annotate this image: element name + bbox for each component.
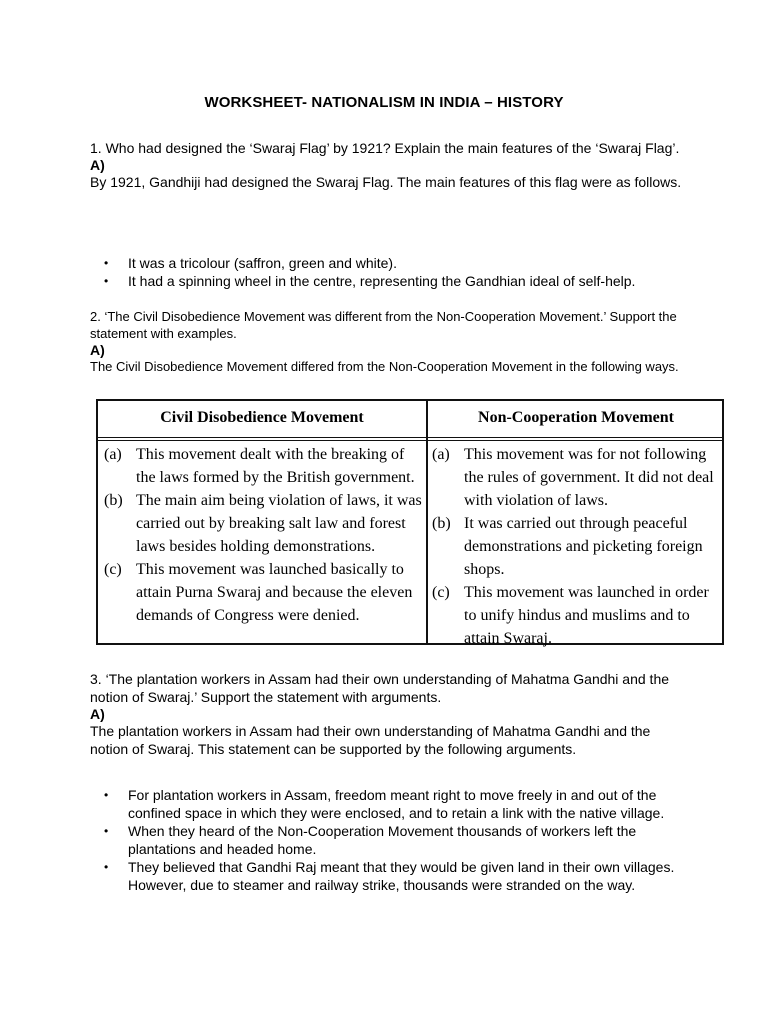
answer-1-label: A) <box>90 157 105 173</box>
list-item: • It was a tricolour (saffron, green and white). <box>90 254 690 272</box>
table-row <box>432 581 722 650</box>
question-3 <box>90 670 690 758</box>
item-marker: (c) <box>432 584 450 601</box>
list-item <box>90 858 690 894</box>
question-2 <box>90 308 690 375</box>
item-marker: (b) <box>104 492 123 509</box>
item-text: This movement dealt with the breaking of the laws formed by the British government. <box>136 446 415 486</box>
table-column-non-cooperation <box>432 443 722 650</box>
question-1-text: 1. Who had designed the ‘Swaraj Flag’ by 1921? Explain the main features of the ‘Swaraj Flag’. <box>90 140 680 156</box>
item-text: This movement was for not following the rules of government. It did not deal with violation of laws. <box>464 446 714 509</box>
table-row <box>104 489 422 558</box>
table-header-non-cooperation: Non-Cooperation Movement <box>478 409 674 426</box>
answer-1-text: By 1921, Gandhiji had designed the Swaraj Flag. The main features of this flag were as follows. <box>90 174 682 190</box>
list-item: • When they heard of the Non-Cooperation Movement thousands of workers left the plantations and headed home. <box>90 822 690 858</box>
table-row <box>432 512 722 581</box>
answer-2-label: A) <box>90 342 105 358</box>
table-column-civil-disobedience <box>104 443 422 627</box>
answer-2-text: The Civil Disobedience Movement differed from the Non-Cooperation Movement in the following ways. <box>90 359 679 374</box>
item-text: This movement was launched basically to attain Purna Swaraj and because the eleven demands of Congress were denied. <box>136 561 413 624</box>
list-item-continuation: However, due to steamer and railway strike, thousands were stranded on the way. <box>128 877 636 893</box>
table-header-divider <box>98 437 722 441</box>
item-text: The main aim being violation of laws, it was carried out by breaking salt law and forest laws besides holding demonstrations. <box>136 492 422 555</box>
list-item: • It had a spinning wheel in the centre, representing the Gandhian ideal of self-help. <box>90 272 690 290</box>
page-title: WORKSHEET- NATIONALISM IN INDIA – HISTORY <box>204 94 564 111</box>
answer-3-text: The plantation workers in Assam had their own understanding of Mahatma Gandhi and the notion of Swaraj. This statement can be supported by the following arguments. <box>90 723 651 757</box>
item-marker: (a) <box>432 446 450 463</box>
list-item: • For plantation workers in Assam, freedom meant right to move freely in and out of the confined space in which they were enclosed, and to retain a link with the native village. <box>90 786 690 822</box>
item-marker: (b) <box>432 515 451 532</box>
answer-1-bullets <box>90 254 690 290</box>
answer-3-bullets <box>90 786 690 894</box>
table-header-civil-disobedience: Civil Disobedience Movement <box>160 409 364 426</box>
item-marker: (a) <box>104 446 122 463</box>
question-3-text: 3. ‘The plantation workers in Assam had their own understanding of Mahatma Gandhi and the notion of Swaraj.’ Support the statement with arguments. <box>90 671 670 705</box>
question-2-text: 2. ‘The Civil Disobedience Movement was different from the Non-Cooperation Movement.’ Support the statement with examples. <box>90 309 677 341</box>
answer-3-label: A) <box>90 706 105 722</box>
table-row <box>104 558 422 627</box>
item-text: It was carried out through peaceful demonstrations and picketing foreign shops. <box>464 515 703 578</box>
item-text: This movement was launched in order to unify hindus and muslims and to attain Swaraj. <box>464 584 709 647</box>
question-1 <box>90 139 690 191</box>
item-marker: (c) <box>104 561 122 578</box>
comparison-table <box>96 399 724 645</box>
list-item-text: They believed that Gandhi Raj meant that they would be given land in their own villages. <box>128 859 675 875</box>
table-row <box>432 443 722 512</box>
table-row <box>104 443 422 489</box>
